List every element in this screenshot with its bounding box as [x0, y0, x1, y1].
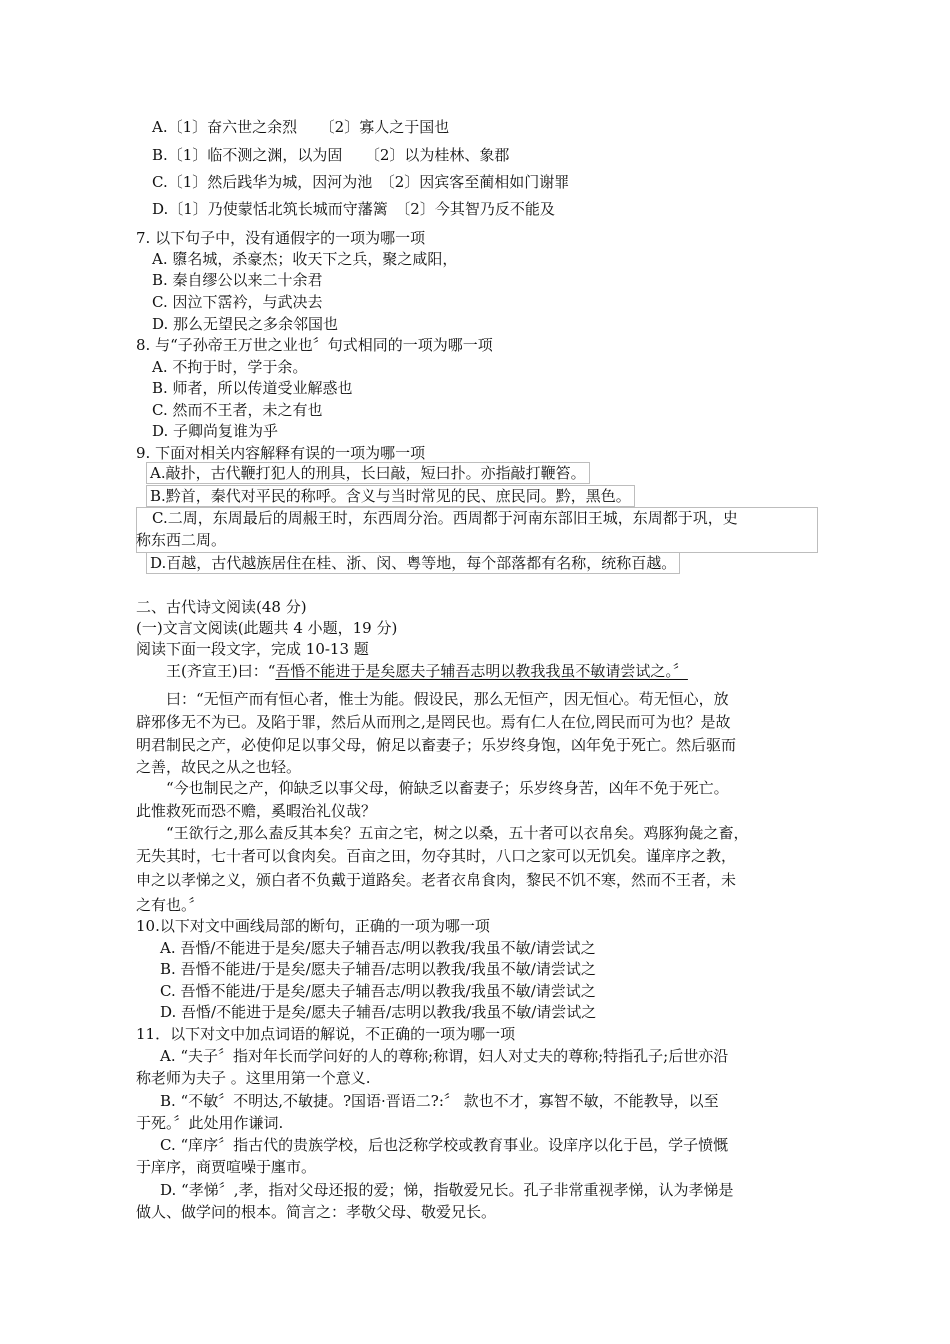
q6-option-c: C.〔1〕然后践华为城，因河为池 〔2〕因宾客至蔺相如门谢罪 — [152, 173, 570, 191]
q11-option-b-cont: 于死。〞此处用作谦词. — [136, 1114, 284, 1132]
passage-p2-line: 辟邪侈无不为已。及陷于罪，然后从而刑之,是罔民也。焉有仁人在位,罔民而可为也？是故 — [136, 713, 731, 731]
q8-option-a: A. 不拘于时，学于余。 — [152, 358, 308, 376]
passage-p4-line: “王欲行之,那么盍反其本矣？五亩之宅，树之以桑，五十者可以衣帛矣。鸡豚狗彘之畜， — [166, 824, 749, 842]
q11-option-c-cont: 于庠序，商贾喧噪于廛市。 — [136, 1158, 317, 1176]
q10-option-c: C. 吾惛不能进/于是矣/愿夫子辅吾志/明以教我/我虽不敏/请尝试之 — [160, 982, 596, 1000]
q9-option-a: A.敲扑，古代鞭打犯人的刑具，长曰敲，短曰扑。亦指敲打鞭笞。 — [146, 462, 590, 484]
q11-option-d-cont: 做人、做学问的根本。简言之：孝敬父母、敬爱兄长。 — [136, 1203, 497, 1221]
q8-option-d: D. 子卿尚复谁为乎 — [152, 422, 279, 440]
passage-p3-line: “今也制民之产，仰缺乏以事父母，俯缺乏以畜妻子；乐岁终身苦，凶年不免于死亡。 — [166, 779, 729, 797]
q10-option-a: A. 吾惛/不能进于是矣/愿夫子辅吾志/明以教我/我虽不敏/请尝试之 — [160, 939, 596, 957]
passage-p4-line: 之有也。〞 — [136, 896, 204, 914]
q8-stem: 8. 与“子孙帝王万世之业也〞句式相同的一项为哪一项 — [136, 336, 493, 354]
section-title: 二、古代诗文阅读(48 分) — [136, 598, 307, 616]
passage-underlined-sentence: 吾惛不能进于是矣愿夫子辅吾志明以教我我虽不敏请尝试之。〞 — [275, 662, 688, 680]
q11-stem: 11．以下对文中加点词语的解说，不正确的一项为哪一项 — [136, 1025, 516, 1043]
q9-option-c-cont: 称东西二周。 — [136, 531, 227, 549]
passage-p2-line: 之善，故民之从之也轻。 — [136, 758, 302, 776]
passage-p1 — [166, 661, 688, 681]
q11-option-b: B. “不敏〞不明达,不敏捷。?国语·晋语二?:〞 款也不才，寡智不敏，不能教导，以至 — [160, 1092, 719, 1110]
q7-option-b: B. 秦自缪公以来二十余君 — [152, 271, 323, 289]
q7-option-c: C. 因泣下霑衿，与武决去 — [152, 293, 323, 311]
q9-option-b: B.黔首，秦代对平民的称呼。含义与当时常见的民、庶民同。黔，黑色。 — [146, 485, 635, 507]
section-instruction: 阅读下面一段文字，完成 10-13 题 — [136, 640, 369, 658]
passage-p2-line: 曰：“无恒产而有恒心者，惟士为能。假设民，那么无恒产，因无恒心。苟无恒心，放 — [166, 690, 729, 708]
passage-p3-line: 此惟救死而恐不赡，奚暇治礼仪哉？ — [136, 802, 377, 820]
q11-option-c: C. “庠序〞指古代的贵族学校，后也泛称学校或教育事业。设庠序以化于邑，学子愤慨 — [160, 1136, 729, 1154]
q10-stem: 10.以下对文中画线局部的断句，正确的一项为哪一项 — [136, 917, 490, 935]
passage-p4-line: 申之以孝悌之义，颁白者不负戴于道路矣。老者衣帛食肉，黎民不饥不寒，然而不王者，未 — [136, 871, 737, 889]
q9-option-d: D.百越，古代越族居住在桂、浙、闵、粤等地，每个部落都有名称，统称百越。 — [146, 552, 680, 574]
q11-option-d: D. “孝悌〞,孝，指对父母还报的爱；悌，指敬爱兄长。孔子非常重视孝悌，认为孝悌是 — [160, 1181, 734, 1199]
q6-option-d: D.〔1〕乃使蒙恬北筑长城而守藩篱 〔2〕今其智乃反不能及 — [152, 200, 555, 218]
q10-option-b: B. 吾惛不能进/于是矣/愿夫子辅吾/志明以教我/我虽不敏/请尝试之 — [160, 960, 596, 978]
q8-option-b: B. 师者，所以传道受业解惑也 — [152, 379, 353, 397]
q11-option-a: A. “夫子〞指对年长而学问好的人的尊称;称谓，妇人对丈夫的尊称;特指孔子;后世亦沿 — [160, 1047, 729, 1065]
q9-option-c: C.二周，东周最后的周赧王时，东西周分治。西周都于河南东部旧王城，东周都于巩，史 — [152, 509, 738, 527]
q7-stem: 7. 以下句子中，没有通假字的一项为哪一项 — [136, 229, 426, 247]
q9-stem: 9. 下面对相关内容解释有误的一项为哪一项 — [136, 444, 426, 462]
passage-p1-prefix: 王(齐宣王)曰：“ — [166, 662, 276, 680]
section-subtitle: (一)文言文阅读(此题共 4 小题，19 分) — [136, 619, 398, 637]
q6-option-a: A.〔1〕奋六世之余烈 〔2〕寡人之于国也 — [152, 118, 450, 136]
passage-p4-line: 无失其时，七十者可以食肉矣。百亩之田，勿夺其时，八口之家可以无饥矣。谨庠序之教， — [136, 847, 737, 865]
passage-p2-line: 明君制民之产，必使仰足以事父母，俯足以畜妻子；乐岁终身饱，凶年免于死亡。然后驱而 — [136, 736, 737, 754]
q10-option-d: D. 吾惛/不能进于是矣/愿夫子辅吾/志明以教我/我虽不敏/请尝试之 — [160, 1003, 597, 1021]
q6-option-b: B.〔1〕临不测之渊，以为固 〔2〕以为桂林、象郡 — [152, 146, 510, 164]
q11-option-a-cont: 称老师为夫子 。这里用第一个意义. — [136, 1069, 371, 1087]
q7-option-a: A. 隳名城，杀豪杰；收天下之兵，聚之咸阳， — [152, 250, 458, 268]
q8-option-c: C. 然而不王者，未之有也 — [152, 401, 323, 419]
q7-option-d: D. 那么无望民之多余邻国也 — [152, 315, 339, 333]
